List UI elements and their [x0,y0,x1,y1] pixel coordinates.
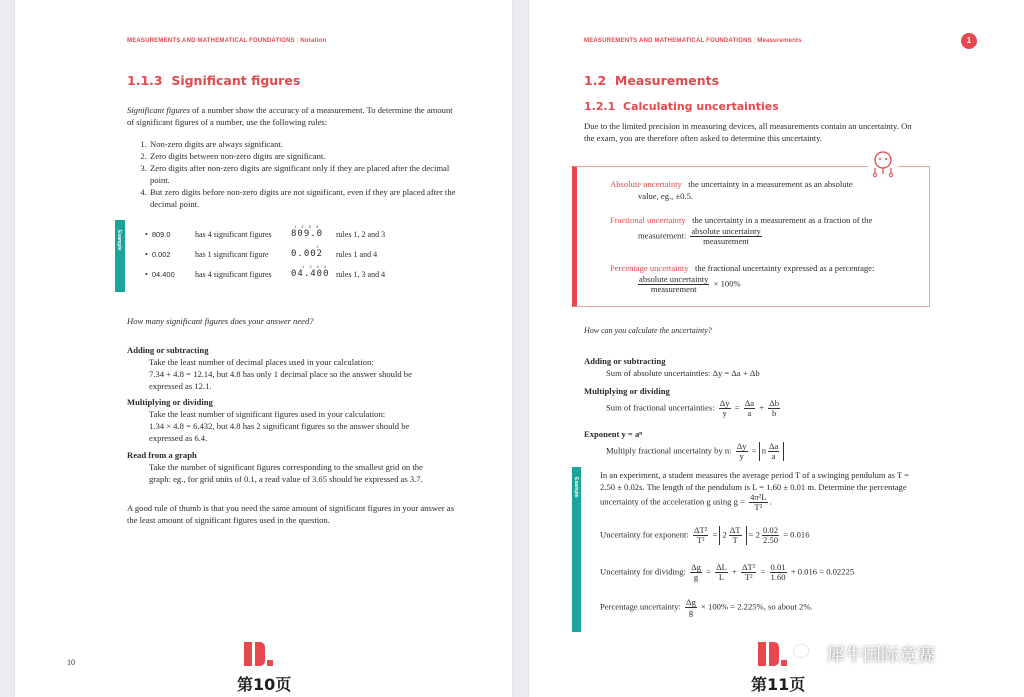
subsection-add: Adding or subtracting Take the least number of decimal places used in your calculation: 7.34 + 4.8 = 12.14, but 4.8 has only 1 decimal place so the answer should be expressed as 12.1. [127,345,412,391]
digit-indices: 1 2 3 4 [302,264,329,269]
robot-icon [868,148,898,178]
rule-item: 1. Non-zero digits are always significant. [149,138,457,150]
example-desc: has 4 significant figures [195,270,272,279]
intro-paragraph: Significant figures of a number show the accuracy of a measurement. To determine the amount of significant figures of a number, use the following rules: [127,105,453,127]
rule-add: Adding or subtracting Sum of absolute uncertainties: Δy = Δa + Δb [584,356,760,378]
page-caption: 第11页 [751,675,806,694]
digit-indices: 1 [316,244,321,249]
example-desc: has 4 significant figures [195,230,272,239]
example-row: • 0.002 [145,250,171,259]
rule-multiply: Multiplying or dividing Sum of fractional uncertainties: $\frac{\Delta y}{y}$ = $\frac{\Delta a}{a}$ + $\frac{\Delta b}{b}$ [584,386,780,418]
wechat-icon [791,640,817,666]
running-head: MEASUREMENTS AND MATHEMATICAL FOUNDATIONS | Measurements [584,38,802,44]
subsection-heading: 1.2.1 Calculating uncertainties [584,100,779,113]
rule-item: 3. Zero digits after non-zero digits are significant only if they are placed after the decimal point. [149,162,457,186]
page-caption: 第10页 [237,675,292,694]
example-step-percentage: Percentage uncertainty: $\frac{\Delta g}{g}$ × 100% = 2.225%, so about 2%. [600,597,813,617]
example-step-dividing: Uncertainty for dividing: $\frac{\Delta g}{g}$ = $\frac{\Delta L}{L}$ + $\frac{\text{ΔT²}}{\text{T²}}$ = $\frac{0.01}{1.60}$ + 0.016 = 0.02225 [600,562,855,582]
subsection-multiply: Multiplying or dividing Take the least number of significant figures used in your calculation: 1.34 × 4.8 = 6.432, but 4.8 has 2 significant figures so the answer should be expressed as 6.4. [127,397,410,443]
rule-item: 2. Zero digits between non-zero digits are significant. [149,150,457,162]
watermark: 犀牛国际竞赛 [827,645,935,666]
example-bar: Example [572,467,581,632]
example-desc: has 1 significant figure [195,250,269,259]
page-10 [15,0,512,697]
rule-exponent: Exponent y = aⁿ Multiply fractional uncertainty by n: $\frac{\Delta y}{y}$ = n $\frac{\Delta a}{a}$ [584,428,914,461]
example-problem: In an experiment, a student measures the average period T of a swinging pendulum as T = 2.50 ± 0.02s. The length of the pendulum is L = 1.60 ± 0.01 m. Determine the percentage uncertainty of the acceleration g using g = $\frac{\text{4π²L}}{\text{T²}}$ . [600,470,909,512]
rule-of-thumb: A good rule of thumb is that you need the same amount of significant figures in your answer as the least amount of significant figures used in the question. [127,503,454,525]
definition-fractional: Fractional uncertainty the uncertainty in a measurement as a fraction of the measurement: $\frac{\text{absolute uncertainty}}{\text{measurement}}$ [610,215,873,246]
subsection-graph: Read from a graph Take the number of significant figures corresponding to the smallest grid on the graph: eg., for grid units of 0.1, a read value of 3.65 should be expressed as 3.7. [127,450,423,484]
intro-paragraph: Due to the limited precision in measuring devices, all measurements contain an uncertainty. On the exam, you are therefore often asked to determine this uncertainty. [584,121,912,143]
page-number: 10 [67,658,75,667]
example-row: • 04.400 [145,270,175,279]
example-step-exponent: Uncertainty for exponent: $\frac{\text{ΔT²}}{\text{T²}}$ = 2 $\frac{\Delta T}{T}$ = 2 $\frac{0.02}{2.50}$ = 0.016 [600,525,810,545]
digit-indices: 1 2 3 4 [294,224,321,229]
running-head: MEASUREMENTS AND MATHEMATICAL FOUNDATIONS | Notation [127,38,327,44]
rule-item: 4. But zero digits before non-zero digits are not significant, even if they are placed after the decimal point. [149,186,457,210]
page-11 [529,0,1024,697]
definition-percentage: Percentage uncertainty the fractional uncertainty expressed as a percentage: $\frac{\text{absolute uncertainty}}{\text{measurement}}$ × 100% [610,263,875,294]
digits: 04.400 [291,269,330,279]
rules-list [127,138,457,210]
brand-logo [244,642,284,668]
digits: 0.002 [291,249,324,259]
example-rules: rules 1 and 4 [336,250,378,259]
section-heading: 1.1.3 Significant figures [127,73,301,88]
example-bar: Example [115,220,125,292]
section-heading: 1.2 Measurements [584,73,720,88]
example-rules: rules 1, 3 and 4 [336,270,386,279]
question: How can you calculate the uncertainty? [584,326,712,335]
digits: 809.0 [291,229,324,239]
question: How many significant figures does your answer need? [127,316,314,326]
example-row: • 809.0 [145,230,171,239]
definition-absolute: Absolute uncertainty the uncertainty in a measurement as an absolute value, eg., ±0.5. [610,179,853,201]
example-rules: rules 1, 2 and 3 [336,230,386,239]
chapter-badge: 1 [961,33,977,49]
